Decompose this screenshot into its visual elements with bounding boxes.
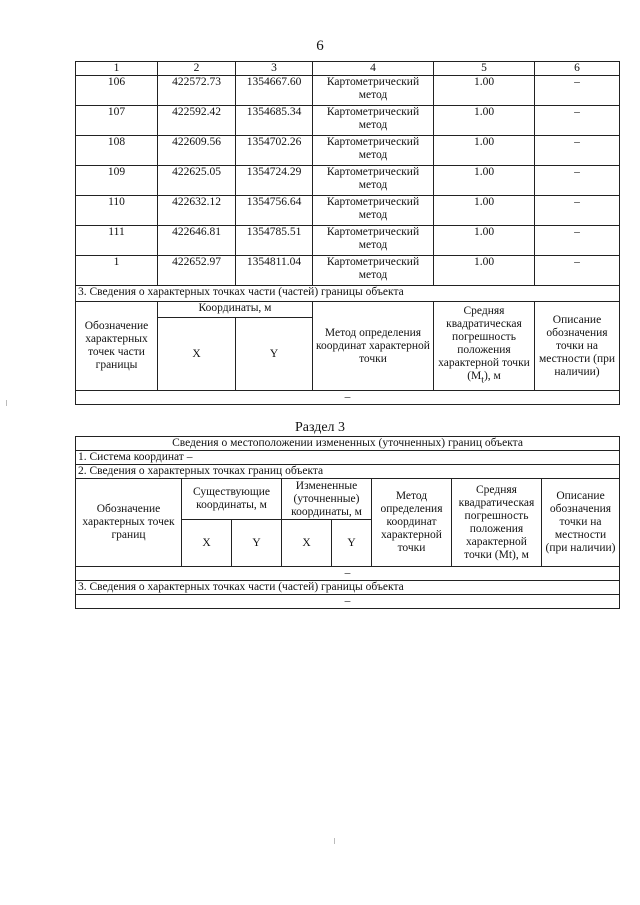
section-heading: 3. Сведения о характерных точках части (частей) границы объекта: [76, 581, 620, 595]
header-description: Описание обозначения точки на местности (при наличии): [542, 479, 620, 567]
table-row: [76, 136, 620, 166]
description: –: [535, 226, 620, 256]
header-changed-x: X: [282, 520, 332, 567]
accuracy: 1.00: [434, 196, 535, 226]
header-changed-coordinates: Измененные (уточненные) координаты, м: [282, 479, 372, 520]
coord-x: 422652.97: [158, 256, 236, 286]
coord-y: 1354756.64: [236, 196, 313, 226]
header-existing-coordinates: Существующие координаты, м: [182, 479, 282, 520]
section-row: [76, 581, 620, 595]
header-row: [76, 302, 620, 318]
accuracy: 1.00: [434, 136, 535, 166]
method: Картометрический метод: [313, 136, 434, 166]
method: Картометрический метод: [313, 106, 434, 136]
header-accuracy-text: Средняя квадратическая погрешность положения характерной точки (M: [438, 305, 530, 383]
method: Картометрический метод: [313, 76, 434, 106]
empty-mark: –: [76, 391, 620, 405]
title-row: [76, 437, 620, 451]
header-row: [76, 479, 620, 520]
coord-y: 1354811.04: [236, 256, 313, 286]
description: –: [535, 106, 620, 136]
header-designation: Обозначение характерных точек границ: [76, 479, 182, 567]
header-y: Y: [236, 318, 313, 391]
table-title: Сведения о местоположении измененных (уточненных) границ объекта: [76, 437, 620, 451]
coord-y: 1354724.29: [236, 166, 313, 196]
table-row: [76, 106, 620, 136]
accuracy: 1.00: [434, 226, 535, 256]
accuracy: 1.00: [434, 106, 535, 136]
empty-row: [76, 595, 620, 609]
info-row: [76, 451, 620, 465]
header-coordinates: Координаты, м: [158, 302, 313, 318]
col-number: 6: [535, 62, 620, 76]
coord-y: 1354667.60: [236, 76, 313, 106]
header-designation: Обозначение характерных точек части границы: [76, 302, 158, 391]
description: –: [535, 166, 620, 196]
coord-y: 1354685.34: [236, 106, 313, 136]
accuracy: 1.00: [434, 166, 535, 196]
coord-x: 422646.81: [158, 226, 236, 256]
col-number: 2: [158, 62, 236, 76]
header-changed-y: Y: [332, 520, 372, 567]
point-number: 110: [76, 196, 158, 226]
header-description: Описание обозначения точки на местности (при наличии): [535, 302, 620, 391]
coord-y: 1354702.26: [236, 136, 313, 166]
table-row: [76, 76, 620, 106]
description: –: [535, 256, 620, 286]
header-method: Метод определения координат характерной точки: [372, 479, 452, 567]
point-number: 106: [76, 76, 158, 106]
header-accuracy: [434, 302, 535, 391]
coord-x: 422625.05: [158, 166, 236, 196]
coordinate-system: 1. Система координат –: [76, 451, 620, 465]
description: –: [535, 196, 620, 226]
header-accuracy-subscript: t: [481, 374, 484, 386]
col-number: 5: [434, 62, 535, 76]
header-x: X: [158, 318, 236, 391]
info-row: [76, 465, 620, 479]
table-row: [76, 256, 620, 286]
header-existing-y: Y: [232, 520, 282, 567]
page-number: 6: [316, 38, 324, 54]
table-row: [76, 226, 620, 256]
point-number: 109: [76, 166, 158, 196]
description: –: [535, 76, 620, 106]
point-number: 111: [76, 226, 158, 256]
empty-row: [76, 391, 620, 405]
point-number: 107: [76, 106, 158, 136]
column-number-row: [76, 62, 620, 76]
coord-x: 422592.42: [158, 106, 236, 136]
section-heading: 3. Сведения о характерных точках части (частей) границы объекта: [76, 286, 620, 302]
method: Картометрический метод: [313, 166, 434, 196]
col-number: 3: [236, 62, 313, 76]
coord-x: 422609.56: [158, 136, 236, 166]
col-number: 1: [76, 62, 158, 76]
table-row: [76, 196, 620, 226]
accuracy: 1.00: [434, 76, 535, 106]
header-accuracy-unit: ), м: [483, 370, 501, 383]
empty-mark: –: [76, 567, 620, 581]
point-number: 1: [76, 256, 158, 286]
coordinates-table: [75, 61, 620, 405]
header-accuracy: Средняя квадратическая погрешность положения характерной точки (Mt), м: [452, 479, 542, 567]
description: –: [535, 136, 620, 166]
accuracy: 1.00: [434, 256, 535, 286]
point-number: 108: [76, 136, 158, 166]
method: Картометрический метод: [313, 226, 434, 256]
method: Картометрический метод: [313, 256, 434, 286]
table-row: [76, 166, 620, 196]
empty-mark: –: [76, 595, 620, 609]
section-row: [76, 286, 620, 302]
scan-mark: [334, 838, 335, 844]
changed-boundaries-table: [75, 436, 620, 609]
scan-mark: [6, 400, 7, 406]
col-number: 4: [313, 62, 434, 76]
coord-x: 422572.73: [158, 76, 236, 106]
section-heading: 2. Сведения о характерных точках границ объекта: [76, 465, 620, 479]
header-method: Метод определения координат характерной точки: [313, 302, 434, 391]
coord-y: 1354785.51: [236, 226, 313, 256]
empty-row: [76, 567, 620, 581]
coord-x: 422632.12: [158, 196, 236, 226]
method: Картометрический метод: [313, 196, 434, 226]
section-title: Раздел 3: [294, 420, 346, 435]
header-existing-x: X: [182, 520, 232, 567]
